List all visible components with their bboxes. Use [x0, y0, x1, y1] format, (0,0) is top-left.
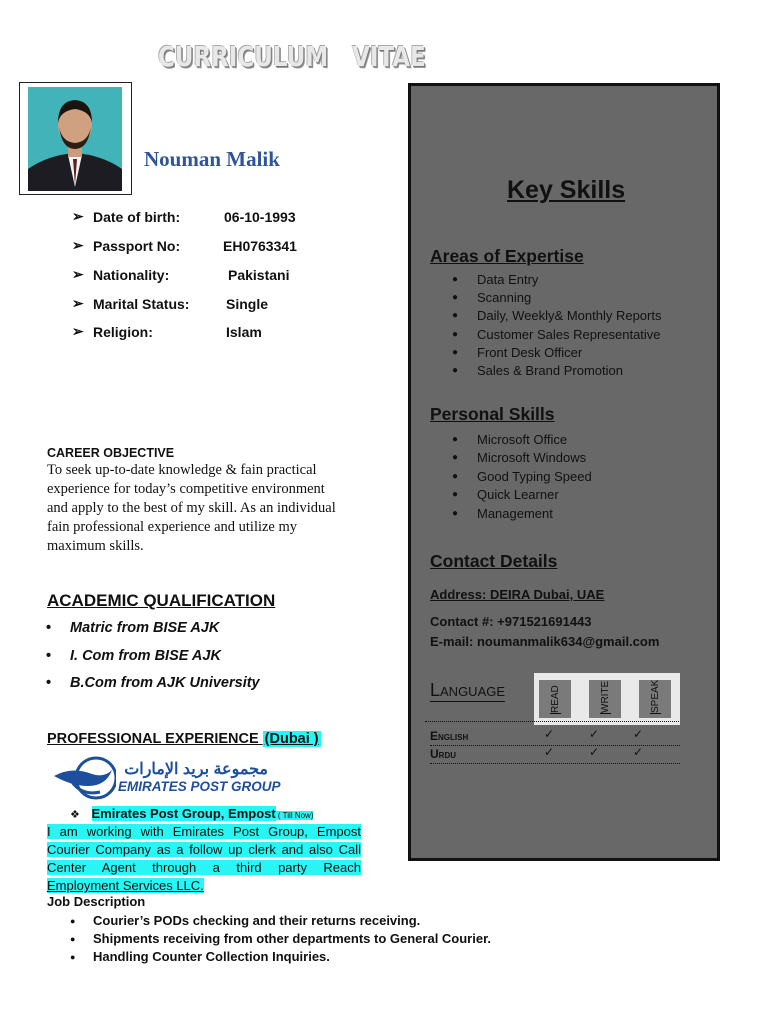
career-line: fain professional experience and utilize my [47, 519, 298, 535]
lang-col-label: WRITE [600, 680, 611, 713]
bullet-icon: • [46, 620, 52, 636]
desc-line: I am working with Emirates Post Group, Empost [47, 824, 361, 839]
job-item-text: Handling Counter Collection Inquiries. [93, 949, 330, 964]
language-name: Urdu [430, 747, 456, 761]
contact-phone: Contact #: +971521691443 [430, 614, 592, 629]
bullet-icon: ● [452, 274, 459, 285]
contact-address: Address: DEIRA Dubai, UAE [430, 587, 605, 602]
expertise-text: Scanning [477, 290, 532, 305]
bullet-icon: ● [452, 489, 459, 500]
bullet-icon: ● [452, 347, 459, 358]
bullet-icon: ● [452, 329, 459, 340]
company-row [70, 806, 313, 821]
lang-col-read [539, 680, 571, 718]
experience-location: (Dubai ) [264, 731, 319, 747]
language-name: English [430, 729, 469, 743]
bullet-icon: ● [452, 434, 459, 445]
bullet-icon: ● [452, 292, 459, 303]
bullet-icon: ● [70, 934, 76, 944]
company-name: Emirates Post Group, Empost [91, 806, 276, 821]
info-value: 06-10-1993 [224, 209, 296, 225]
company-till-now: ( Till Now) [275, 811, 314, 820]
personal-skill-text: Management [477, 506, 553, 521]
check-icon: ✓ [544, 745, 555, 759]
expertise-heading: Areas of Expertise [430, 246, 584, 266]
arrow-bullet-icon: ➢ [72, 323, 84, 339]
check-icon: ✓ [544, 727, 555, 741]
language-table-top-rule [425, 721, 679, 722]
academic-heading: ACADEMIC QUALIFICATION [47, 591, 276, 610]
language-columns-box [534, 673, 680, 725]
desc-line: Center Agent through a third party Reach [47, 860, 361, 875]
lang-col-speak [639, 680, 671, 718]
expertise-text: Sales & Brand Promotion [477, 363, 623, 378]
personal-skill-text: Microsoft Office [477, 432, 568, 447]
career-objective-text [47, 461, 377, 556]
emirates-post-bird-icon [52, 756, 116, 802]
arrow-bullet-icon: ➢ [72, 295, 84, 311]
language-heading: Language [430, 680, 506, 700]
career-line: To seek up-to-date knowledge & fain practical [47, 462, 317, 478]
language-row-english [430, 729, 680, 746]
cv-title: CURRICULUM VITAE [158, 40, 426, 73]
candidate-name: Nouman Malik [144, 147, 280, 171]
logo-english-text: EMIRATES POST GROUP [118, 779, 281, 794]
check-icon: ✓ [633, 727, 644, 741]
key-skills-title: Key Skills [507, 176, 626, 204]
academic-item-text: B.Com from AJK University [70, 675, 260, 691]
contact-email: E-mail: noumanmalik634@gmail.com [430, 634, 660, 649]
bullet-icon: ● [452, 508, 459, 519]
logo-arabic-text: مجموعة بريد الإمارات [124, 761, 268, 778]
lang-col-label: SPEAK [650, 679, 661, 713]
profile-photo [28, 87, 122, 191]
experience-heading-row [47, 731, 321, 747]
career-objective-heading: CAREER OBJECTIVE [47, 446, 175, 460]
bullet-icon: • [46, 648, 52, 664]
arrow-bullet-icon: ➢ [72, 266, 84, 282]
expertise-text: Data Entry [477, 272, 539, 287]
lang-col-write [589, 680, 621, 718]
academic-item-text: Matric from BISE AJK [70, 620, 220, 636]
info-label: Religion: [93, 324, 153, 340]
job-item-text: Shipments receiving from other departments to General Courier. [93, 931, 492, 946]
info-value: Pakistani [228, 267, 290, 283]
career-line: experience for today’s competitive environment [47, 481, 325, 497]
bullet-icon: ● [452, 310, 459, 321]
arrow-bullet-icon: ➢ [72, 237, 84, 253]
key-skills-panel [408, 83, 720, 861]
personal-skill-text: Microsoft Windows [477, 450, 587, 465]
personal-skill-text: Good Typing Speed [477, 469, 592, 484]
career-line: and apply to the best of my skill. As an individual [47, 500, 336, 516]
bullet-icon: ● [452, 471, 459, 482]
bullet-icon: ● [70, 916, 76, 926]
check-icon: ✓ [589, 727, 600, 741]
info-label: Date of birth: [93, 209, 181, 225]
desc-line: Courier Company as a follow up clerk and also Call [47, 842, 361, 857]
desc-line: Employment Services LLC. [47, 878, 204, 893]
info-label: Nationality: [93, 267, 170, 283]
info-value: Islam [226, 324, 262, 340]
diamond-bullet-icon: ❖ [70, 809, 80, 821]
job-item-text: Courier’s PODs checking and their returns receiving. [93, 913, 421, 928]
lang-col-label: READ [550, 685, 561, 713]
expertise-text: Customer Sales Representative [477, 327, 661, 342]
emirates-post-logo [52, 756, 282, 802]
job-description-heading: Job Description [47, 894, 146, 909]
bullet-icon: ● [70, 952, 76, 962]
experience-heading: PROFESSIONAL EXPERIENCE [47, 731, 263, 747]
expertise-text: Front Desk Officer [477, 345, 583, 360]
personal-skill-text: Quick Learner [477, 487, 559, 502]
check-icon: ✓ [589, 745, 600, 759]
check-icon: ✓ [633, 745, 644, 759]
info-label: Passport No: [93, 238, 181, 254]
experience-description [47, 823, 361, 895]
academic-item-text: I. Com from BISE AJK [70, 648, 221, 664]
personal-skills-heading: Personal Skills [430, 404, 555, 424]
language-row-urdu [430, 747, 680, 764]
info-label: Marital Status: [93, 296, 190, 312]
info-value: Single [226, 296, 269, 312]
bullet-icon: ● [452, 452, 459, 463]
profile-photo-frame [19, 82, 132, 195]
career-line: maximum skills. [47, 538, 144, 554]
bullet-icon: ● [452, 365, 459, 376]
arrow-bullet-icon: ➢ [72, 208, 84, 224]
bullet-icon: • [46, 675, 52, 691]
expertise-text: Daily, Weekly& Monthly Reports [477, 308, 662, 323]
contact-heading: Contact Details [430, 551, 558, 571]
info-value: EH0763341 [223, 238, 297, 254]
